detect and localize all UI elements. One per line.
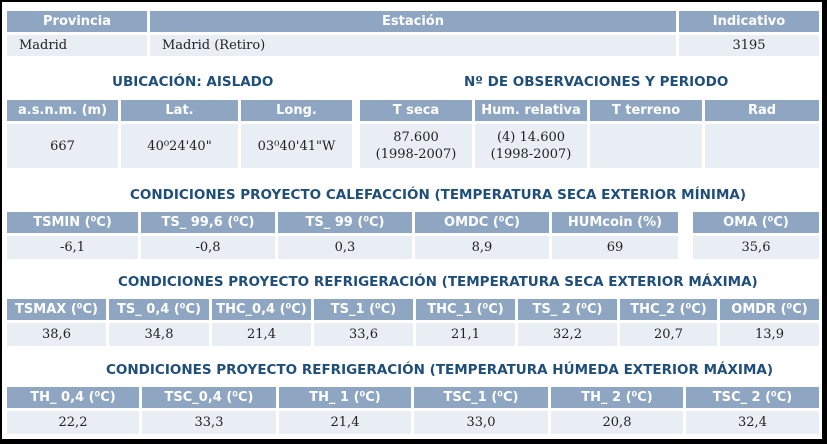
value-omdr: 13,9 bbox=[720, 323, 819, 346]
cooling-dry-title: CONDICIONES PROYECTO REFRIGERACIÓN (TEMPERATURA SECA EXTERIOR MÁXIMA) bbox=[118, 274, 758, 290]
value-thc-2: 20,7 bbox=[620, 323, 717, 346]
value-rad bbox=[705, 124, 819, 168]
value-t-seca-count: 87.600 bbox=[393, 130, 439, 145]
value-hum-relativa-count: (4) 14.600 bbox=[496, 130, 566, 145]
value-ts-1: 33,6 bbox=[314, 323, 413, 346]
value-indicativo: 3195 bbox=[679, 35, 819, 56]
value-tsc-2: 32,4 bbox=[686, 411, 819, 434]
header-ts-2: TS_ 2 (⁰C) bbox=[518, 299, 617, 320]
value-estacion: Madrid (Retiro) bbox=[150, 35, 676, 56]
header-oma: OMA (⁰C) bbox=[693, 212, 819, 233]
value-th-2: 20,8 bbox=[551, 411, 683, 434]
header-provincia: Provincia bbox=[7, 11, 147, 32]
header-ts-1: TS_1 (⁰C) bbox=[314, 299, 413, 320]
header-tsc-1: TSC_1 (⁰C) bbox=[414, 387, 548, 408]
header-humcoin: HUMcoin (%) bbox=[552, 212, 678, 233]
header-thc-2: THC_2 (⁰C) bbox=[620, 299, 717, 320]
header-omdr: OMDR (⁰C) bbox=[720, 299, 819, 320]
header-thc-0-4: THC_0,4 (⁰C) bbox=[212, 299, 311, 320]
value-t-seca-period: (1998-2007) bbox=[375, 147, 457, 162]
header-rad: Rad bbox=[705, 100, 819, 121]
header-tsmin: TSMIN (⁰C) bbox=[7, 212, 138, 233]
header-altitude: a.s.n.m. (m) bbox=[7, 100, 118, 121]
value-hum-relativa-period: (1998-2007) bbox=[490, 147, 572, 162]
header-th-2: TH_ 2 (⁰C) bbox=[551, 387, 683, 408]
header-tsmax: TSMAX (⁰C) bbox=[7, 299, 106, 320]
header-thc-1: THC_1 (⁰C) bbox=[416, 299, 515, 320]
header-t-terreno: T terreno bbox=[590, 100, 702, 121]
value-oma: 35,6 bbox=[693, 236, 819, 259]
header-longitude: Long. bbox=[241, 100, 352, 121]
header-tsc-2: TSC_ 2 (⁰C) bbox=[686, 387, 819, 408]
header-latitude: Lat. bbox=[121, 100, 238, 121]
value-t-seca bbox=[360, 124, 472, 168]
climate-data-sheet bbox=[2, 2, 822, 439]
header-t-seca: T seca bbox=[360, 100, 472, 121]
value-thc-1: 21,1 bbox=[416, 323, 515, 346]
header-omdc: OMDC (⁰C) bbox=[415, 212, 549, 233]
value-tsmax: 38,6 bbox=[7, 323, 106, 346]
observations-title: Nº DE OBSERVACIONES Y PERIODO bbox=[464, 74, 729, 90]
header-ts-0-4: TS_ 0,4 (⁰C) bbox=[109, 299, 209, 320]
value-altitude: 667 bbox=[7, 124, 118, 168]
header-tsc-0-4: TSC_0,4 (⁰C) bbox=[142, 387, 276, 408]
value-hum-relativa bbox=[475, 124, 587, 168]
value-ts-0-4: 34,8 bbox=[109, 323, 209, 346]
value-provincia: Madrid bbox=[7, 35, 147, 56]
value-tsc-0-4: 33,3 bbox=[142, 411, 276, 434]
header-hum-relativa: Hum. relativa bbox=[475, 100, 587, 121]
location-title: UBICACIÓN: AISLADO bbox=[112, 74, 274, 90]
cooling-wet-title: CONDICIONES PROYECTO REFRIGERACIÓN (TEMPERATURA HÚMEDA EXTERIOR MÁXIMA) bbox=[106, 362, 773, 378]
value-th-0-4: 22,2 bbox=[7, 411, 139, 434]
value-tsc-1: 33,0 bbox=[414, 411, 548, 434]
header-indicativo: Indicativo bbox=[679, 11, 819, 32]
heating-title: CONDICIONES PROYECTO CALEFACCIÓN (TEMPERATURA SECA EXTERIOR MÍNIMA) bbox=[130, 187, 746, 203]
value-t-terreno bbox=[590, 124, 702, 168]
value-tsmin: -6,1 bbox=[7, 236, 138, 259]
header-estacion: Estación bbox=[150, 11, 676, 32]
header-ts-99-6: TS_ 99,6 (⁰C) bbox=[141, 212, 275, 233]
value-omdc: 8,9 bbox=[415, 236, 549, 259]
value-ts-99: 0,3 bbox=[278, 236, 412, 259]
value-th-1: 21,4 bbox=[279, 411, 411, 434]
header-th-0-4: TH_ 0,4 (⁰C) bbox=[7, 387, 139, 408]
value-latitude: 40⁰24'40" bbox=[121, 124, 238, 168]
value-humcoin: 69 bbox=[552, 236, 678, 259]
value-ts-99-6: -0,8 bbox=[141, 236, 275, 259]
value-longitude: 03⁰40'41"W bbox=[241, 124, 352, 168]
value-thc-0-4: 21,4 bbox=[212, 323, 311, 346]
header-ts-99: TS_ 99 (⁰C) bbox=[278, 212, 412, 233]
value-ts-2: 32,2 bbox=[518, 323, 617, 346]
header-th-1: TH_ 1 (⁰C) bbox=[279, 387, 411, 408]
